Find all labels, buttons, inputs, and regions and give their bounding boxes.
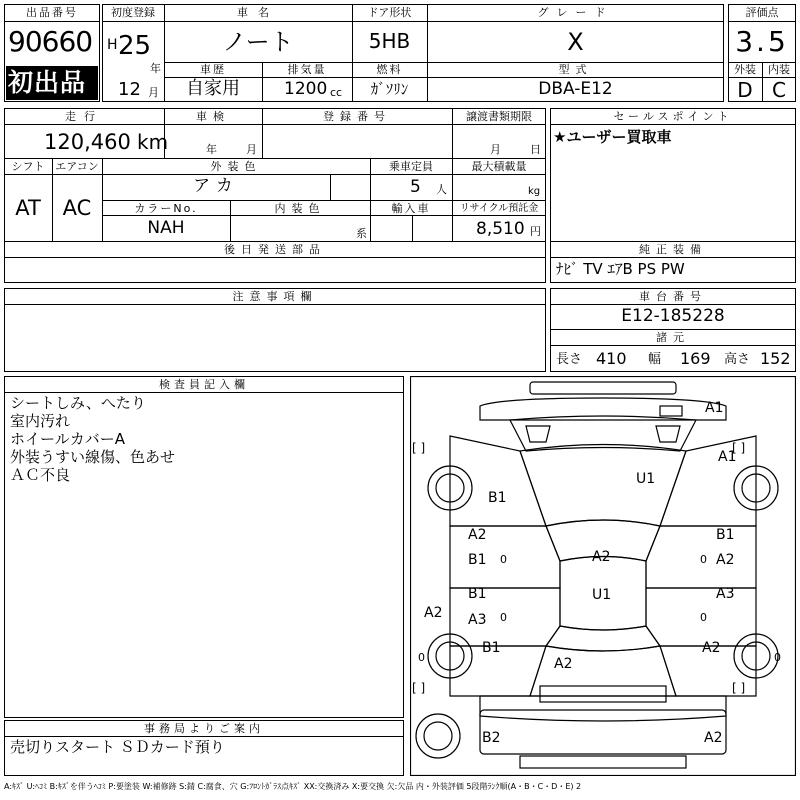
model-code-label: 型式 bbox=[558, 63, 593, 76]
lot-number: 90660 bbox=[8, 25, 93, 58]
mileage-unit: km bbox=[137, 130, 169, 154]
length-label: 長さ bbox=[556, 352, 583, 367]
damage-mark: A2 bbox=[468, 527, 487, 543]
capacity-unit: 人 bbox=[436, 183, 447, 196]
ext-grade-label: 外装 bbox=[734, 63, 756, 76]
max-load-label: 最大積載量 bbox=[471, 160, 527, 173]
length-value: 410 bbox=[596, 349, 627, 368]
first-auction-text: 初出品 bbox=[8, 68, 87, 97]
width-label: 幅 bbox=[648, 352, 662, 367]
recycle-label: リサイクル預託金 bbox=[459, 203, 539, 214]
capacity-value: 5 bbox=[410, 177, 421, 197]
equipment-value: ﾅﾋﾞ TV ｴｱB PS PW bbox=[556, 260, 685, 278]
grade-value: X bbox=[567, 28, 584, 56]
damage-mark: B2 bbox=[482, 730, 501, 746]
bracket-mark: [ ] bbox=[732, 681, 746, 695]
damage-mark: A2 bbox=[592, 549, 611, 565]
damage-diagram bbox=[410, 376, 796, 776]
int-color-label: 内装色 bbox=[274, 202, 326, 215]
first-reg-month-unit: 月 bbox=[148, 86, 159, 99]
car-name-value: ノート bbox=[222, 28, 294, 56]
damage-mark: U1 bbox=[636, 471, 656, 487]
notes-label: 注意事項欄 bbox=[232, 290, 318, 303]
bracket-mark: [ ] bbox=[732, 441, 746, 455]
later-parts-label: 後日発送部品 bbox=[224, 243, 326, 256]
ext-grade-value: D bbox=[737, 78, 753, 102]
inspector-line: 室内汚れ bbox=[10, 412, 71, 430]
damage-mark: A1 bbox=[705, 400, 724, 416]
ext-color-label: 外装色 bbox=[210, 160, 262, 173]
displacement-value: 1200 bbox=[284, 79, 328, 99]
door-handle-mark: 0 bbox=[500, 611, 507, 624]
max-load-unit: kg bbox=[528, 186, 541, 197]
door-handle-mark: 0 bbox=[500, 553, 507, 566]
chassis-label: 車台番号 bbox=[639, 290, 707, 303]
score-label: 評価点 bbox=[745, 6, 779, 19]
displacement-unit: cc bbox=[330, 86, 343, 99]
bracket-mark: [ ] bbox=[412, 681, 426, 695]
damage-mark: A2 bbox=[702, 640, 721, 656]
history-label: 車歴 bbox=[200, 63, 226, 76]
height-value: 152 bbox=[760, 349, 791, 368]
mileage-label: 走行 bbox=[65, 110, 103, 123]
aircon-value: AC bbox=[62, 196, 92, 220]
damage-mark: B1 bbox=[468, 586, 487, 602]
first-reg-year-unit: 年 bbox=[150, 62, 161, 75]
first-reg-label: 初度登録 bbox=[111, 6, 155, 19]
width-value: 169 bbox=[680, 349, 711, 368]
damage-mark: A3 bbox=[468, 612, 487, 628]
damage-mark: U1 bbox=[592, 587, 612, 603]
int-color-unit: 系 bbox=[356, 227, 367, 240]
history-value: 自家用 bbox=[186, 78, 240, 99]
office-text: 売切りスタート ＳＤカード預り bbox=[10, 738, 225, 756]
height-label: 高さ bbox=[724, 352, 751, 367]
inspection-label: 車検 bbox=[196, 110, 230, 123]
color-no-label: カラーNo. bbox=[134, 202, 198, 215]
ext-color-value: アカ bbox=[193, 176, 239, 196]
inspector-line: 外装うすい線傷、色あせ bbox=[10, 448, 176, 466]
inspector-line: ＡＣ不良 bbox=[10, 466, 71, 484]
door-handle-mark: 0 bbox=[700, 553, 707, 566]
office-label: 事務局よりご案内 bbox=[144, 722, 264, 735]
aircon-label: エアコン bbox=[55, 160, 99, 173]
inspection-month-unit: 月 bbox=[246, 143, 257, 156]
damage-mark: B1 bbox=[482, 640, 501, 656]
door-value: 5HB bbox=[368, 29, 411, 53]
damage-mark: B1 bbox=[716, 527, 735, 543]
sales-point-text: ★ユーザー買取車 bbox=[553, 128, 672, 146]
first-reg-year: 25 bbox=[118, 31, 152, 61]
inspector-line: ホイールカバーA bbox=[10, 430, 125, 448]
door-handle-mark: 0 bbox=[774, 651, 781, 664]
displacement-label: 排気量 bbox=[287, 63, 327, 76]
score-value: 3.5 bbox=[735, 25, 789, 58]
recycle-value: 8,510 bbox=[476, 219, 525, 239]
specs-label: 諸元 bbox=[656, 331, 690, 344]
recycle-unit: 円 bbox=[530, 225, 541, 238]
import-label: 輸入車 bbox=[391, 202, 431, 215]
transfer-day-unit: 日 bbox=[530, 143, 541, 156]
chassis-value: E12-185228 bbox=[621, 306, 725, 326]
grade-label: グレード bbox=[537, 6, 614, 19]
capacity-label: 乗車定員 bbox=[389, 160, 433, 173]
bracket-mark: [ ] bbox=[412, 441, 426, 455]
first-reg-era: H bbox=[107, 37, 118, 53]
int-grade-value: C bbox=[772, 78, 786, 102]
door-handle-mark: 0 bbox=[700, 611, 707, 624]
model-code-value: DBA-E12 bbox=[538, 79, 613, 99]
fuel-label: 燃料 bbox=[376, 63, 403, 76]
equipment-label: 純正装備 bbox=[639, 243, 707, 256]
damage-mark: B1 bbox=[488, 490, 507, 506]
transfer-deadline-label: 譲渡書類期限 bbox=[466, 110, 532, 123]
transfer-month-unit: 月 bbox=[490, 143, 501, 156]
inspector-label: 検査員記入欄 bbox=[159, 378, 249, 391]
reg-no-label: 登録番号 bbox=[323, 110, 391, 123]
door-label: ドア形状 bbox=[367, 6, 412, 19]
inspection-year-unit: 年 bbox=[206, 143, 217, 156]
mileage-value: 120,460 bbox=[44, 130, 131, 154]
car-name-label: 車名 bbox=[237, 6, 279, 19]
damage-mark: A1 bbox=[718, 449, 737, 465]
legend-text: A:ｷｽﾞ U:ﾍｺﾐ B:ｷｽﾞを伴うﾍｺﾐ P:要塗装 W:補修跡 S:錆 C:腐食、穴 G:ﾌﾛﾝﾄｶﾞﾗｽ点ｷｽﾞ XX:交換済み X:要交換 欠:欠品 内・外装評価 5段階ﾗﾝｸ順(A・B・C・D・E) 2 bbox=[4, 782, 582, 791]
door-handle-mark: 0 bbox=[418, 651, 425, 664]
damage-mark: A2 bbox=[704, 730, 723, 746]
damage-mark: B1 bbox=[468, 552, 487, 568]
car-outline bbox=[410, 376, 796, 776]
first-reg-month: 12 bbox=[118, 79, 141, 100]
damage-mark: A2 bbox=[716, 552, 735, 568]
damage-mark: A2 bbox=[424, 605, 443, 621]
shift-value: AT bbox=[15, 196, 41, 220]
details-grid bbox=[4, 108, 546, 242]
fuel-value: ｶﾞｿﾘﾝ bbox=[370, 80, 409, 98]
lot-label: 出品番号 bbox=[26, 6, 78, 19]
damage-mark: A2 bbox=[554, 656, 573, 672]
shift-label: シフト bbox=[11, 160, 45, 173]
sales-point-label: セールスポイント bbox=[613, 110, 733, 123]
inspector-line: シートしみ、へたり bbox=[10, 394, 146, 412]
damage-mark: A3 bbox=[716, 586, 735, 602]
int-grade-label: 内装 bbox=[768, 63, 790, 76]
color-no-value: NAH bbox=[147, 218, 185, 238]
